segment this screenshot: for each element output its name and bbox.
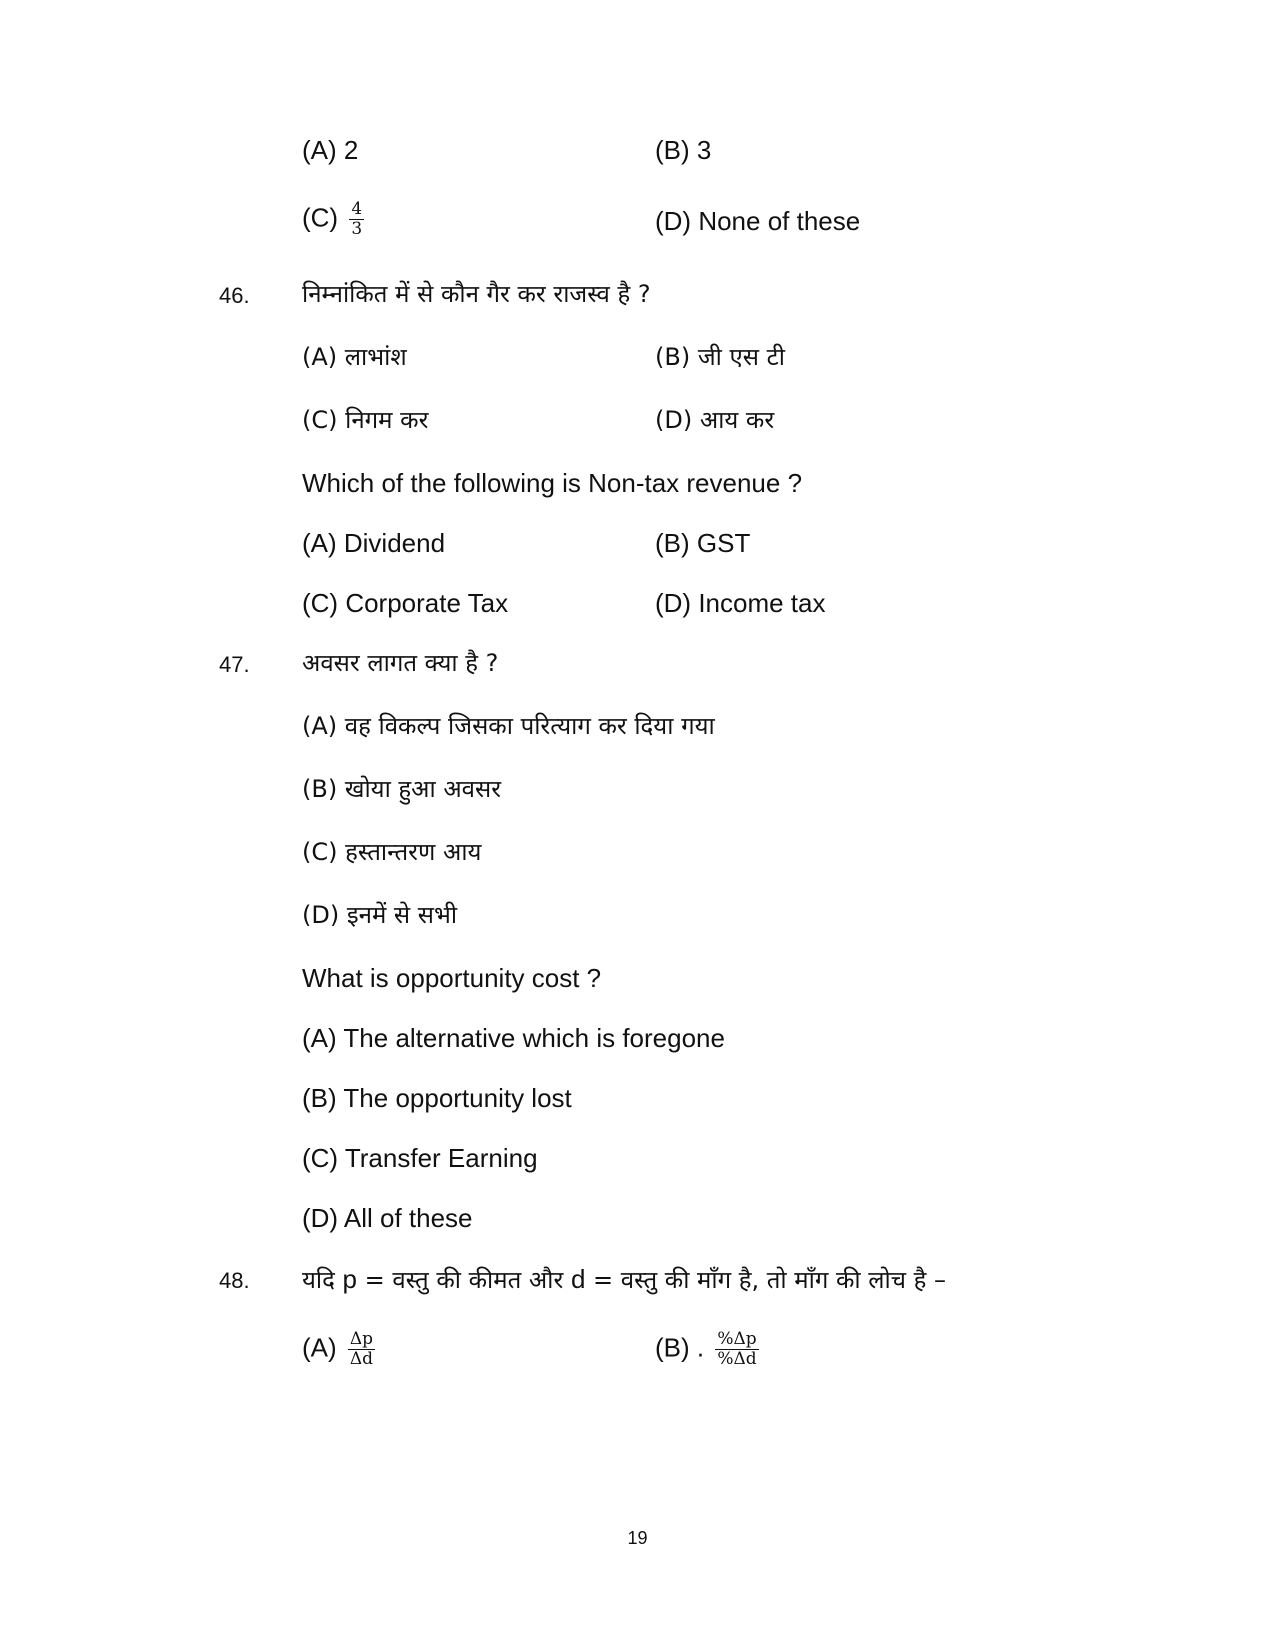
q48-option-a-label: (A) — [302, 1332, 337, 1363]
q45-option-c-fraction — [349, 200, 364, 239]
q45-option-b: (B) 3 — [655, 135, 712, 165]
question-number-48: 48. — [219, 1268, 250, 1293]
q48-option-a-fraction — [348, 1330, 375, 1369]
q48-option-a — [302, 1330, 375, 1369]
q47-hindi-option-d: (D) इनमें से सभी — [302, 901, 458, 929]
q48-question-part-3: = वस्तु की माँग है, तो माँग की लोच है – — [585, 1266, 946, 1294]
fraction-numerator: 4 — [351, 199, 363, 219]
q47-english-question: What is opportunity cost ? — [302, 963, 602, 993]
q48-option-b-fraction — [715, 1330, 758, 1369]
question-number-46: 46. — [219, 283, 250, 308]
q46-hindi-option-d: (D) आय कर — [655, 406, 775, 434]
q46-hindi-option-b: (B) जी एस टी — [655, 343, 785, 371]
q47-english-option-b: (B) The opportunity lost — [302, 1083, 572, 1113]
fraction-numerator: %Δp — [717, 1329, 757, 1349]
q46-english-option-c: (C) Corporate Tax — [302, 588, 509, 618]
q48-question-part-1: यदि — [302, 1266, 343, 1294]
q47-english-option-c: (C) Transfer Earning — [302, 1143, 538, 1173]
question-number-47: 47. — [219, 652, 250, 677]
q45-option-c-label: (C) — [302, 202, 339, 233]
q46-hindi-question: निम्नांकित में से कौन गैर कर राजस्व है ? — [302, 280, 651, 308]
q46-english-question: Which of the following is Non-tax revenue ? — [302, 468, 803, 498]
fraction-denominator: 3 — [351, 219, 363, 239]
page-number: 19 — [627, 1528, 648, 1548]
q48-variable-d: d — [570, 1264, 586, 1294]
q47-hindi-option-c: (C) हस्तान्तरण आय — [302, 838, 482, 866]
q48-variable-p: p — [342, 1264, 357, 1294]
q45-option-c — [302, 200, 364, 239]
q45-option-a: (A) 2 — [302, 135, 359, 165]
fraction-denominator: %Δd — [717, 1349, 757, 1369]
q46-english-option-b: (B) GST — [655, 528, 751, 558]
q48-hindi-question — [302, 1263, 946, 1296]
q48-option-b — [655, 1330, 759, 1369]
q46-english-option-a: (A) Dividend — [302, 528, 446, 558]
fraction-numerator: Δp — [349, 1329, 374, 1349]
q46-hindi-option-a: (A) लाभांश — [302, 343, 407, 371]
q45-option-d: (D) None of these — [655, 206, 861, 236]
q48-option-b-label: (B) . — [655, 1332, 705, 1363]
q46-english-option-d: (D) Income tax — [655, 588, 826, 618]
q46-hindi-option-c: (C) निगम कर — [302, 406, 429, 434]
q47-english-option-a: (A) The alternative which is foregone — [302, 1023, 725, 1053]
q47-hindi-option-b: (B) खोया हुआ अवसर — [302, 775, 502, 803]
fraction-denominator: Δd — [349, 1349, 374, 1369]
q47-hindi-question: अवसर लागत क्या है ? — [302, 649, 499, 677]
q48-question-part-2: = वस्तु की कीमत और — [356, 1266, 571, 1294]
q47-english-option-d: (D) All of these — [302, 1203, 473, 1233]
q47-hindi-option-a: (A) वह विकल्प जिसका परित्याग कर दिया गया — [302, 712, 715, 740]
